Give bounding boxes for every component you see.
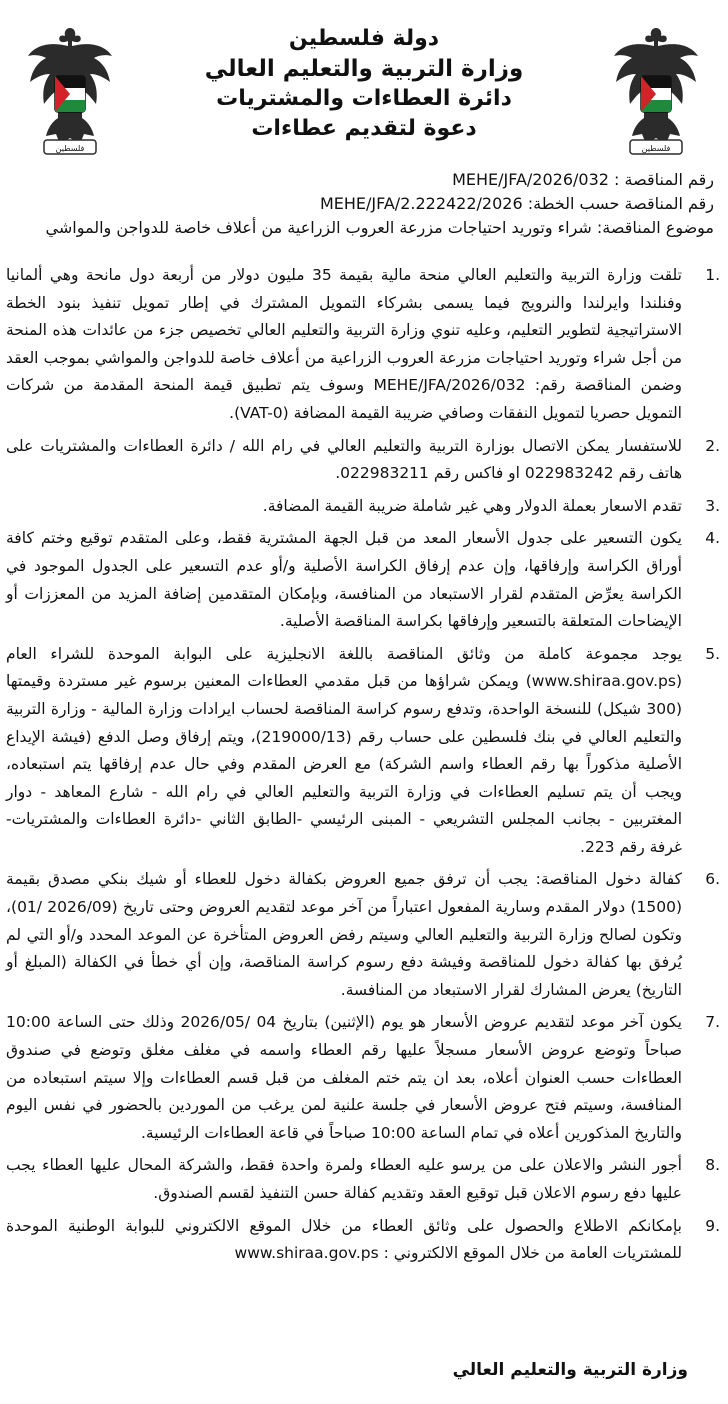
palestine-emblem-left (22, 22, 118, 160)
item-number: 3. (705, 496, 720, 515)
item-number: 5. (705, 644, 720, 663)
list-item (6, 433, 720, 488)
eagle-icon (22, 22, 118, 160)
item-text: تقدم الاسعار بعملة الدولار وهي غير شاملة ضريبة القيمة المضافة. (262, 496, 682, 515)
signature-line: وزارة التربية والتعليم العالي (452, 1360, 688, 1380)
clauses-list (6, 262, 720, 1273)
palestine-emblem-right (608, 22, 704, 160)
list-item (6, 1152, 720, 1207)
item-number: 2. (705, 436, 720, 455)
list-item (6, 641, 720, 862)
tender-number: رقم المناقصة : MEHE/JFA/2026/032 (452, 170, 714, 189)
item-number: 7. (705, 1013, 720, 1032)
item-number: 6. (705, 870, 720, 889)
item-number: 9. (705, 1216, 720, 1235)
item-text: يكون آخر موعد لتقديم عروض الأسعار هو يوم (الإثنين) بتاريخ 04 /2026/05 وذلك حتى الساعة 10:00 صباحاً وتوضع عروض الأسعار مسجلاً عليها رقم العطاء واسمه في مغلف مغلق وتوضع في صندوق العطاءات حسب العنوان أعلاه، بعد ان يتم ختم المغلف من قبل قسم العطاءات وإلا سيتم استبعاده من المنافسة، وسيتم فتح عروض الأسعار في جلسة علنية لمن يرغب من الموردين بالحضور في نفس اليوم والتاريخ المذكورين أعلاه في تمام الساعة 10:00 صباحاً في قاعة العطاءات الرئيسية. (6, 1013, 682, 1142)
list-item (6, 1213, 720, 1268)
list-item (6, 262, 720, 428)
svg-text:فلسطين: فلسطين (55, 144, 85, 153)
item-text: تلقت وزارة التربية والتعليم العالي منحة مالية بقيمة 35 مليون دولار من أربعة دول مانحة وهي ألمانيا وفنلندا وايرلندا والنرويج فيما يسمى بشركاء التمويل المشترك في إطار تمويل تنفيذ بنود الخطة الاستراتيجية لتطوير التعليم، وعليه تنوي وزارة التربية والتعليم العالي تخصيص جزء من عائدات هذه المنحة من أجل شراء وتوريد احتياجات مزرعة العروب الزراعية من أعلاف خاصة للدواجن والمواشي بموجب العقد وضمن المناقصة رقم: MEHE/JFA/2026/032 وسوف يتم تطبيق قيمة المنحة المقدمة من شركات التمويل حصريا لتمويل النفقات وصافي ضريبة القيمة المضافة (VAT-0). (6, 266, 683, 422)
svg-text:فلسطين: فلسطين (641, 144, 671, 153)
list-item (6, 525, 720, 635)
item-text: أجور النشر والاعلان على من يرسو عليه العطاء ولمرة واحدة فقط، والشركة المحال عليها العطاء يجب عليها دفع رسوم الاعلان قبل توقيع العقد وتقديم كفالة حسن التنفيذ لقسم الصندوق. (6, 1156, 682, 1202)
tender-meta (14, 168, 714, 240)
document-title: دعوة لتقديم عطاءات (251, 116, 477, 141)
item-text: يكون التسعير على جدول الأسعار المعد من قبل الجهة المشترية فقط، وعلى المتقدم توقيع وختم كافة أوراق الكراسة وإرفاقها، وإن عدم إرفاق الكراسة الأصلية و/أو عدم التسعير على الجدول الموجود في الكراسة يعرِّض المتقدم لقرار الاستبعاد من المنافسة، وبإمكان المتقدمين إضافة المزيد من المعززات أو الإيضاحات المتعلقة بالتسعير وإرفاقها بكراسة المناقصة الأصلية. (6, 529, 682, 631)
eagle-icon (608, 22, 704, 160)
list-item (6, 866, 720, 1004)
item-number: 4. (705, 529, 720, 548)
department-name: دائرة العطاءات والمشتريات (216, 86, 512, 111)
list-item (6, 1009, 720, 1147)
item-text: يوجد مجموعة كاملة من وثائق المناقصة باللغة الانجليزية على البوابة الموحدة للشراء العام (www.shiraa.gov.ps) ويمكن شراؤها من قبل مقدمي العطاءات المعنين برسوم غير مستردة وقيمتها (300 شيكل) للنسخة الواحدة، وتدفع رسوم كراسة المناقصة لحساب ايرادات وزارة المالية - وزارة التربية والتعليم العالي في بنك فلسطين على حساب رقم (219000/13)، ويتم إرفاق وصل الدفع (فيشة الإيداع الأصلية مذكوراً بها رقم العطاء واسم الشركة) مع العرض المقدم وفي حال عدم إرفاقها يتم استبعاده، ويجب أن يتم تسليم العطاءات في وزارة التربية والتعليم العالي في رام الله - شارع المعاهد - دوار المغتربين - بجانب المجلس التشريعي - المبنى الرئيسي -الطابق الثاني -دائرة العطاءات والمشتريات- غرفة رقم 223. (6, 644, 682, 856)
item-text: كفالة دخول المناقصة: يجب أن ترفق جميع العروض بكفالة دخول للعطاء أو شيك بنكي مصدق بقيمة (1500) دولار المقدم وسارية المفعول اعتباراً من آخر موعد لتقديم العروض وحتى تاريخ (2026/09 /01)، وتكون لصالح وزارة التربية والتعليم العالي وسيتم رفض العروض المتأخرة عن الموعد المحدد و/أو التي لم يُرفق بها كفالة دخول للمناقصة وفيشة دفع رسوم كراسة المناقصة، وإن أي خطأ في الكفالة (المبلغ أو التاريخ) يعرض المشارك لقرار الاستبعاد من المنافسة. (6, 870, 682, 999)
plan-number: رقم المناقصة حسب الخطة: MEHE/JFA/2.222422/2026 (319, 194, 714, 213)
item-text: بإمكانكم الاطلاع والحصول على وثائق العطاء من خلال الموقع الالكتروني للبوابة الوطنية الموحدة للمشتريات العامة من خلال الموقع الالكتروني : www.shiraa.gov.ps (6, 1216, 682, 1263)
ministry-name: وزارة التربية والتعليم العالي (204, 56, 524, 82)
item-text: للاستفسار يمكن الاتصال بوزارة التربية والتعليم العالي في رام الله / دائرة العطاءات والمشتريات على هاتف رقم 022983242 او فاكس رقم 022983211. (6, 436, 682, 483)
item-number: 8. (705, 1156, 720, 1175)
item-number: 1. (705, 266, 720, 284)
state-name: دولة فلسطين (288, 26, 440, 51)
document-header (150, 24, 578, 144)
tender-subject: موضوع المناقصة: شراء وتوريد احتياجات مزرعة العروب الزراعية من أعلاف خاصة للدواجن والمواشي (45, 218, 714, 237)
list-item (6, 493, 720, 521)
